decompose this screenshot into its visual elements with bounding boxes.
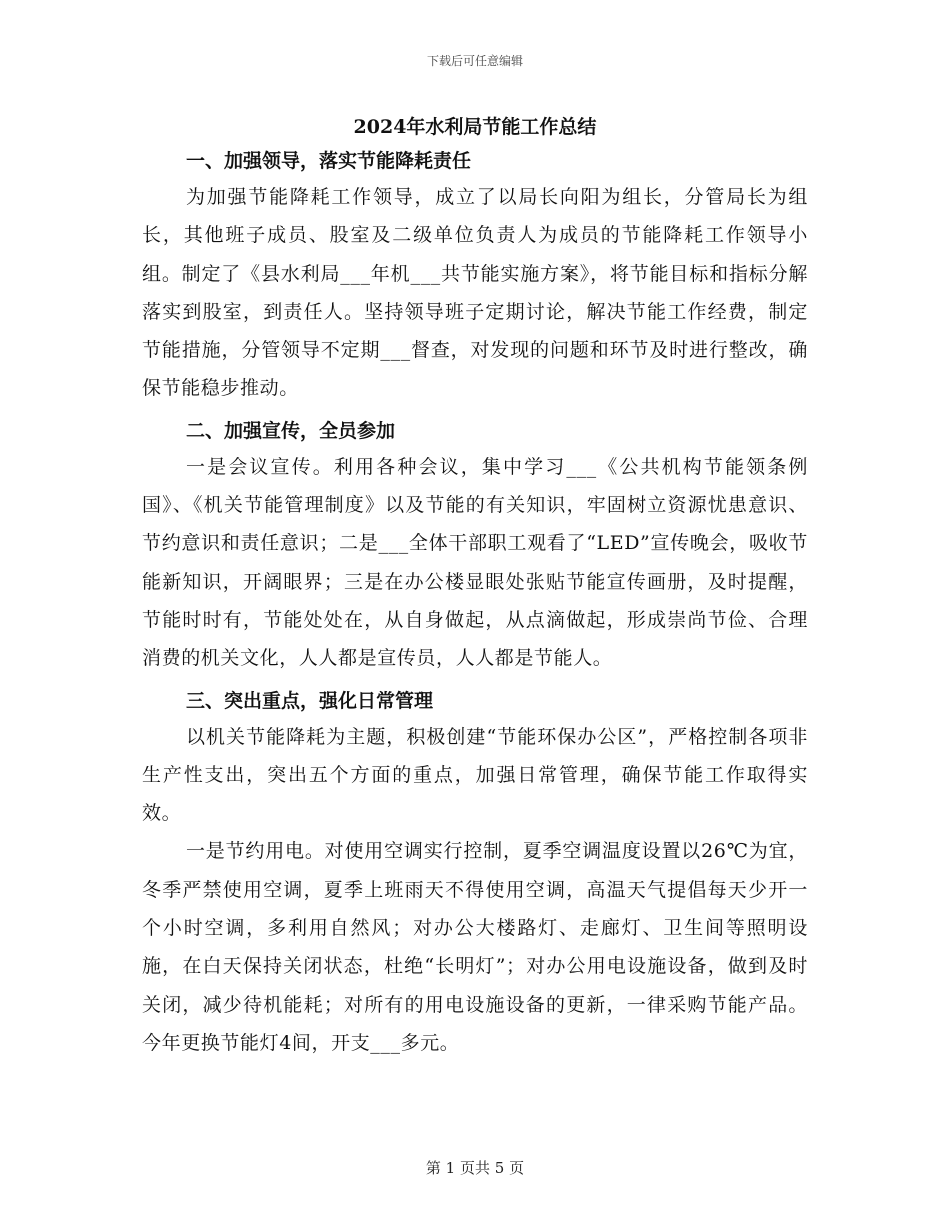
document-title: 2024年水利局节能工作总结 bbox=[353, 116, 597, 138]
section-2-paragraph: 一是会议宣传。利用各种会议，集中学习___《公共机构节能领条例国》、《机关节能管理制度》以及节能的有关知识，牢固树立资源忧患意识、节约意识和责任意识；二是___全体干部职工观看了“LED”宣传晚会，吸收节能新知识，开阔眼界；三是在办公楼显眼处张贴节能宣传画册，及时提醒，节能时时有，节能处处在，从自身做起，从点滴做起，形成崇尚节俭、合理消费的机关文化，人人都是宣传员，人人都是节能人。 bbox=[142, 455, 808, 670]
header-note: 下载后可任意编辑 bbox=[426, 54, 523, 68]
section-heading-2: 二、加强宣传，全员参加 bbox=[186, 419, 396, 442]
document-body bbox=[142, 110, 808, 1062]
section-3-paragraph-1: 以机关节能降耗为主题，积极创建“节能环保办公区”，严格控制各项非生产性支出，突出五个方面的重点，加强日常管理，确保节能工作取得实效。 bbox=[142, 725, 808, 825]
section-heading-1: 一、加强领导，落实节能降耗责任 bbox=[186, 150, 472, 172]
section-3-paragraph-2: 一是节约用电。对使用空调实行控制，夏季空调温度设置以26℃为宜，冬季严禁使用空调，夏季上班雨天不得使用空调，高温天气提倡每天少开一个小时空调，多利用自然风；对办公大楼路灯、走廊灯、卫生间等照明设施，在白天保持关闭状态，杜绝“长明灯”；对办公用电设施设备，做到及时关闭，减少待机能耗；对所有的用电设施设备的更新，一律采购节能产品。今年更换节能灯4间，开支___多元。 bbox=[142, 840, 808, 1054]
page-number-footer: 第 1 页共 5 页 bbox=[425, 1159, 525, 1177]
section-1-paragraph: 为加强节能降耗工作领导，成立了以局长向阳为组长，分管局长为组长，其他班子成员、股室及二级单位负责人为成员的节能降耗工作领导小组。制定了《县水利局___年机___共节能实施方案》，将节能目标和指标分解落实到股室，到责任人。坚持领导班子定期讨论，解决节能工作经费，制定节能措施，分管领导不定期___督查，对发现的问题和环节及时进行整改，确保节能稳步推动。 bbox=[142, 186, 808, 400]
section-heading-3: 三、突出重点，强化日常管理 bbox=[186, 689, 434, 712]
